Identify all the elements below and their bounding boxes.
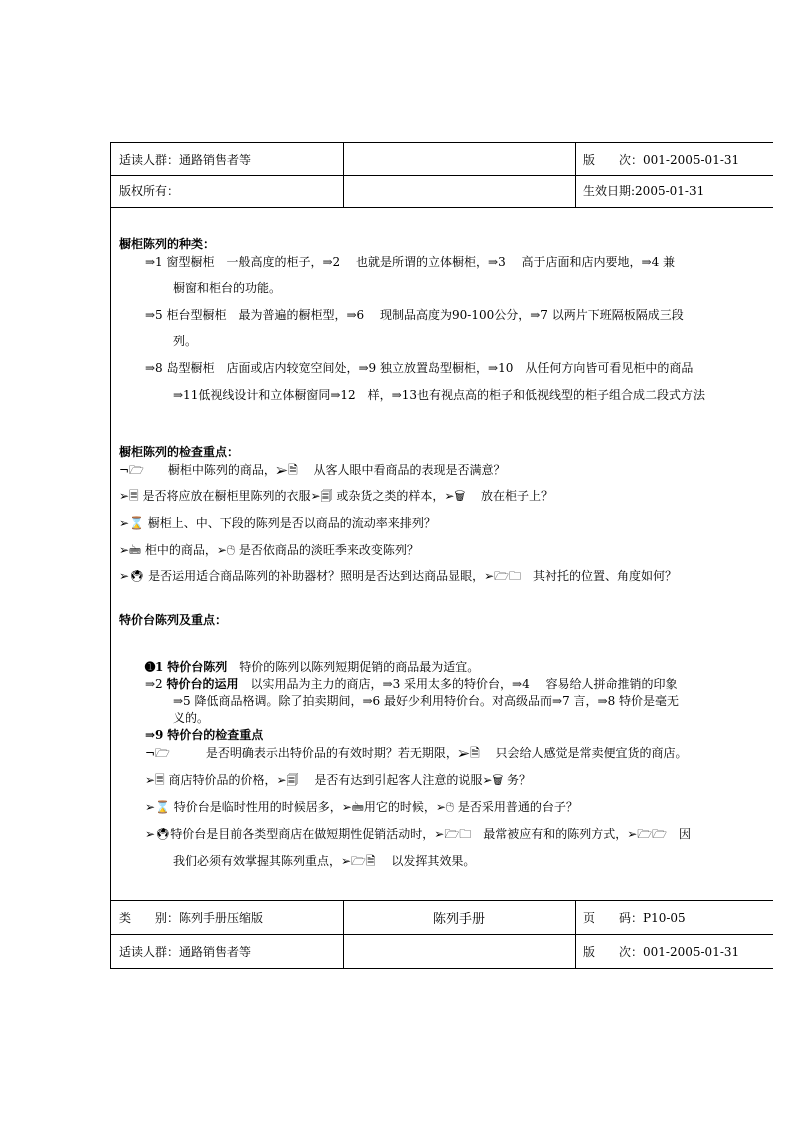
special-item-1 xyxy=(145,658,479,675)
special-check-line: ➢🗏 商店特价品的价格，➢🗐 是否有达到引起客人注意的说服➢🗑 务？ xyxy=(145,773,532,787)
header-col-divider-2 xyxy=(575,143,576,207)
cabinet-types-line: ⇒8 岛型橱柜 店面或店内较宽空间处，⇒9 独立放置岛型橱柜，⇒10 从任何方向皆可看见柜中的商品 xyxy=(145,361,694,375)
cabinet-types-line: ⇒11低视线设计和立体橱窗同⇒12 样，⇒13也有视点高的柜子和低视线型的柜子组合成二段式方法 xyxy=(173,388,705,402)
cabinet-check-line: ➢🖲 是否运用适合商品陈列的补助器材？照明是否达到达商品显眼，➢🗁🗀 其衬托的位置、角度如何？ xyxy=(119,569,678,583)
footer-audience: 适读人群：通路销售者等 xyxy=(119,945,252,959)
header-col-divider-1 xyxy=(343,143,344,207)
special-check-line: ¬🗁 是否明确表示出特价品的有效时期？若无期限，➢🗎 只会给人感觉是常卖便宜货的商店。 xyxy=(145,746,688,760)
header-audience: 适读人群：通路销售者等 xyxy=(119,153,252,167)
header-effective-date: 生效日期:2005-01-31 xyxy=(583,184,705,198)
item-number: ⇒2 xyxy=(145,677,163,691)
footer-row-divider xyxy=(111,934,773,935)
header-copyright: 版权所有： xyxy=(119,184,180,198)
cabinet-types-line: 橱窗和柜台的功能。 xyxy=(173,281,282,295)
special-item-2-continued: ⇒5 降低商品格调。除了拍卖期间，⇒6 最好少利用特价台。对高级品而⇒7 言，⇒8 特价是毫无 xyxy=(173,694,680,708)
special-check-line: 我们必须有效掌握其陈列重点，➢🗁🗎 以发挥其效果。 xyxy=(173,854,476,868)
special-item-2-continued: 义的。 xyxy=(173,711,210,725)
cabinet-types-line: ⇒5 柜台型橱柜 最为普遍的橱柜型，⇒6 现制品高度为90-100公分，⇒7 以两片下班隔板隔成三段 xyxy=(145,308,684,322)
footer-manual-title: 陈列手册 xyxy=(432,912,485,927)
footer-page-number: 页 码：P10-05 xyxy=(583,911,686,925)
cabinet-check-line: ¬🗁 橱柜中陈列的商品，➢🗎 从客人眼中看商品的表现是否满意？ xyxy=(119,463,506,477)
section-title-special-table: 特价台陈列及重点： xyxy=(119,613,228,627)
header-bottom-border xyxy=(111,207,773,208)
item-heading: 特价台的运用 xyxy=(166,677,239,691)
footer-category: 类 别：陈列手册压缩版 xyxy=(119,911,264,925)
header-row-divider xyxy=(111,175,773,176)
footer-version: 版 次：001-2005-01-31 xyxy=(583,945,740,959)
special-check-line: ➢⌛ 特价台是临时性用的时候居多，➢🖮用它的时候，➢🖰 是否采用普通的台子？ xyxy=(145,800,578,814)
header-version: 版 次：001-2005-01-31 xyxy=(583,153,740,167)
item-text: 以实用品为主力的商店，⇒3 采用太多的特价台，⇒4 容易给人拼命推销的印象 xyxy=(238,677,678,691)
cabinet-types-line: 列。 xyxy=(173,334,198,348)
cabinet-check-line: ➢🗏 是否将应放在橱柜里陈列的衣服➢🗐 或杂货之类的样本，➢🗑 放在柜子上？ xyxy=(119,489,554,503)
section-title-cabinet-check: 橱柜陈列的检查重点： xyxy=(119,445,240,459)
footer-col-divider-2 xyxy=(575,900,576,968)
cabinet-check-line: ➢⌛ 橱柜上、中、下段的陈列是否以商品的流动率来排列？ xyxy=(119,516,436,530)
item-number: ⇒9 xyxy=(145,728,164,742)
cabinet-types-line: ⇒1 窗型橱柜 一般高度的柜子，⇒2 也就是所谓的立体橱柜，⇒3 高于店面和店内要地，⇒4 兼 xyxy=(145,255,676,269)
item-number: ➊1 xyxy=(145,660,164,674)
document-body xyxy=(111,209,773,899)
document-frame xyxy=(110,142,773,969)
item-text: 特价的陈列以陈列短期促销的商品最为适宜。 xyxy=(227,660,480,674)
special-item-2 xyxy=(145,675,678,692)
special-check-line: ➢🖲特价台是目前各类型商店在做短期性促销活动时，➢🗁🗀 最常被应有和的陈列方式，➢🗁🗁 因 xyxy=(145,827,692,841)
item-heading: 特价台的检查重点 xyxy=(167,728,264,742)
section-title-cabinet-types: 橱柜陈列的种类： xyxy=(119,237,216,251)
footer-top-border xyxy=(111,900,773,901)
special-item-9 xyxy=(145,726,263,743)
item-heading: 特价台陈列 xyxy=(167,660,228,674)
cabinet-check-line: ➢🖮 柜中的商品，➢🖰 是否依商品的淡旺季来改变陈列？ xyxy=(119,543,419,557)
